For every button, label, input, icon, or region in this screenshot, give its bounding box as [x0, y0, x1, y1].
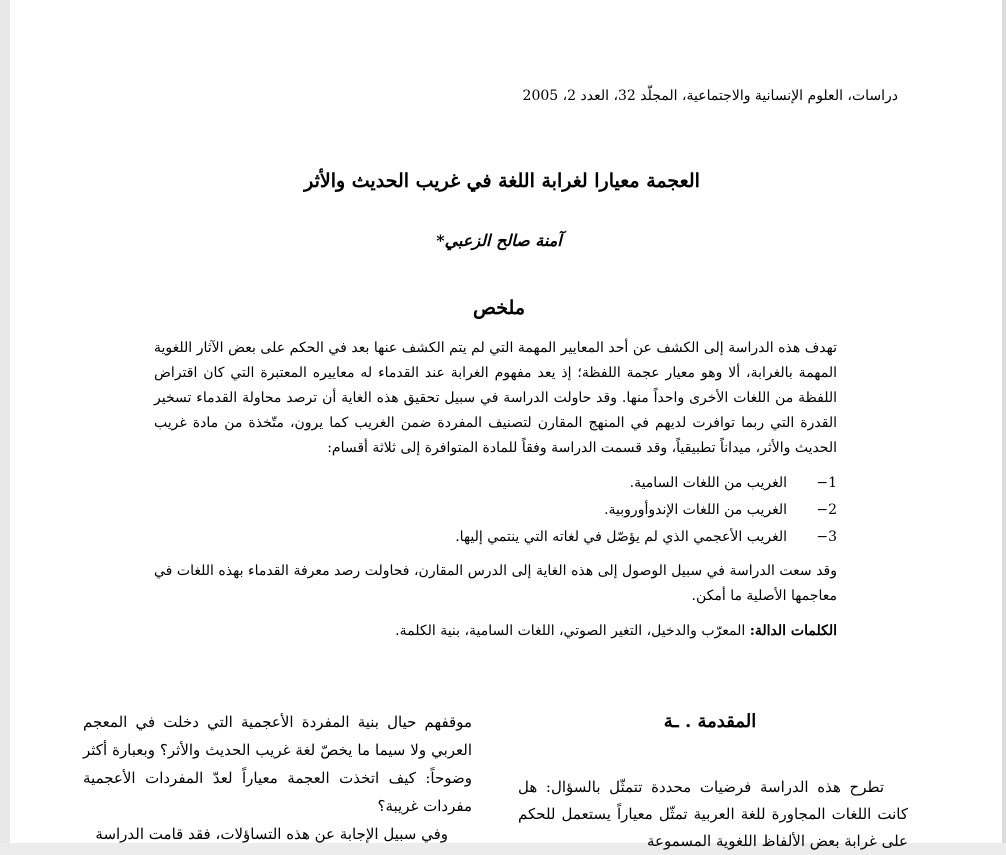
introduction-right-column: تطرح هذه الدراسة فرضيات محددة تتمثّل بالسؤال: هل كانت اللغات المجاورة للغة العربية تمثّل معياراً يستعمل للحكم على غرابة بعض الألفاظ اللغوية المسموعة: [518, 778, 908, 850]
list-item-text: الغريب الأعجمي الذي لم يؤصّل في لغاته التي ينتمي إليها.: [455, 529, 787, 545]
article-title: العجمة معيارا لغرابة اللغة في غريب الحديث والأثر: [304, 170, 700, 192]
list-item-number: 1−: [816, 475, 837, 491]
abstract-paragraph-2: وقد سعت الدراسة في سبيل الوصول إلى هذه الغاية إلى الدرس المقارن، فحاولت رصد معرفة القدماء بهذه اللغات في معاجمها الأصلية ما أمكن.: [154, 563, 837, 604]
viewer-background-left: [0, 0, 10, 843]
introduction-left-column-continued: وفي سبيل الإجابة عن هذه التساؤلات، فقد قامت الدراسة: [95, 825, 448, 843]
list-item-number: 3−: [816, 529, 837, 545]
introduction-left-column: موقفهم حيال بنية المفردة الأعجمية التي دخلت في المعجم العربي ولا سيما ما يخصّ لغة غريب الحديث والأثر؟ وبعبارة أكثر وضوحاً: كيف اتخذت العجمة معياراً لعدّ المفردات الأعجمية مفردات غريبة؟: [83, 713, 472, 815]
keywords: [154, 619, 837, 644]
abstract-paragraph: تهدف هذه الدراسة إلى الكشف عن أحد المعايير المهمة التي لم يتم الكشف عنها بعد في الحكم على بعض الآثار اللغوية المهمة بالغرابة، ألا وهو معيار عجمة اللفظة؛ إذ يعد مفهوم الغرابة عند القدماء له معاييره المعتبرة التي كان اقتراض اللفظة من اللغات الأخرى واحداً منها. وقد حاولت الدراسة في سبيل تحقيق هذه الغاية أن ترصد محاولة القدماء تسخير القدرة التي ربما توافرت لديهم في المنهج المقارن لتصنيف المفردة ضمن الغريب كما يرون، متّخذة من مادة غريب الحديث والأثر، ميداناً تطبيقياً، وقد قسمت الدراسة وفقاً للمادة المتوافرة إلى ثلاثة أقسام:: [154, 340, 837, 456]
introduction-heading: المقدمة . ـة: [663, 711, 757, 732]
abstract-heading: ملخص: [472, 297, 525, 319]
list-item: [300, 524, 837, 551]
keywords-label: الكلمات الدالة:: [749, 623, 837, 639]
list-item-text: الغريب من اللغات السامية.: [629, 475, 787, 491]
list-item-text: الغريب من اللغات الإندوأوروبية.: [604, 502, 787, 518]
abstract-list: [300, 470, 837, 551]
author-name: آمنة صالح الزعبي*: [436, 231, 562, 250]
page-shadow: [1002, 0, 1006, 843]
list-item-number: 2−: [816, 502, 837, 518]
list-item: [300, 470, 837, 497]
running-head: دراسات، العلوم الإنسانية والاجتماعية، المجلّد 32، العدد 2، 2005: [522, 88, 898, 104]
list-item: [300, 497, 837, 524]
keywords-text: المعرّب والدخيل، التغير الصوتي، اللغات السامية، بنية الكلمة.: [395, 623, 750, 639]
